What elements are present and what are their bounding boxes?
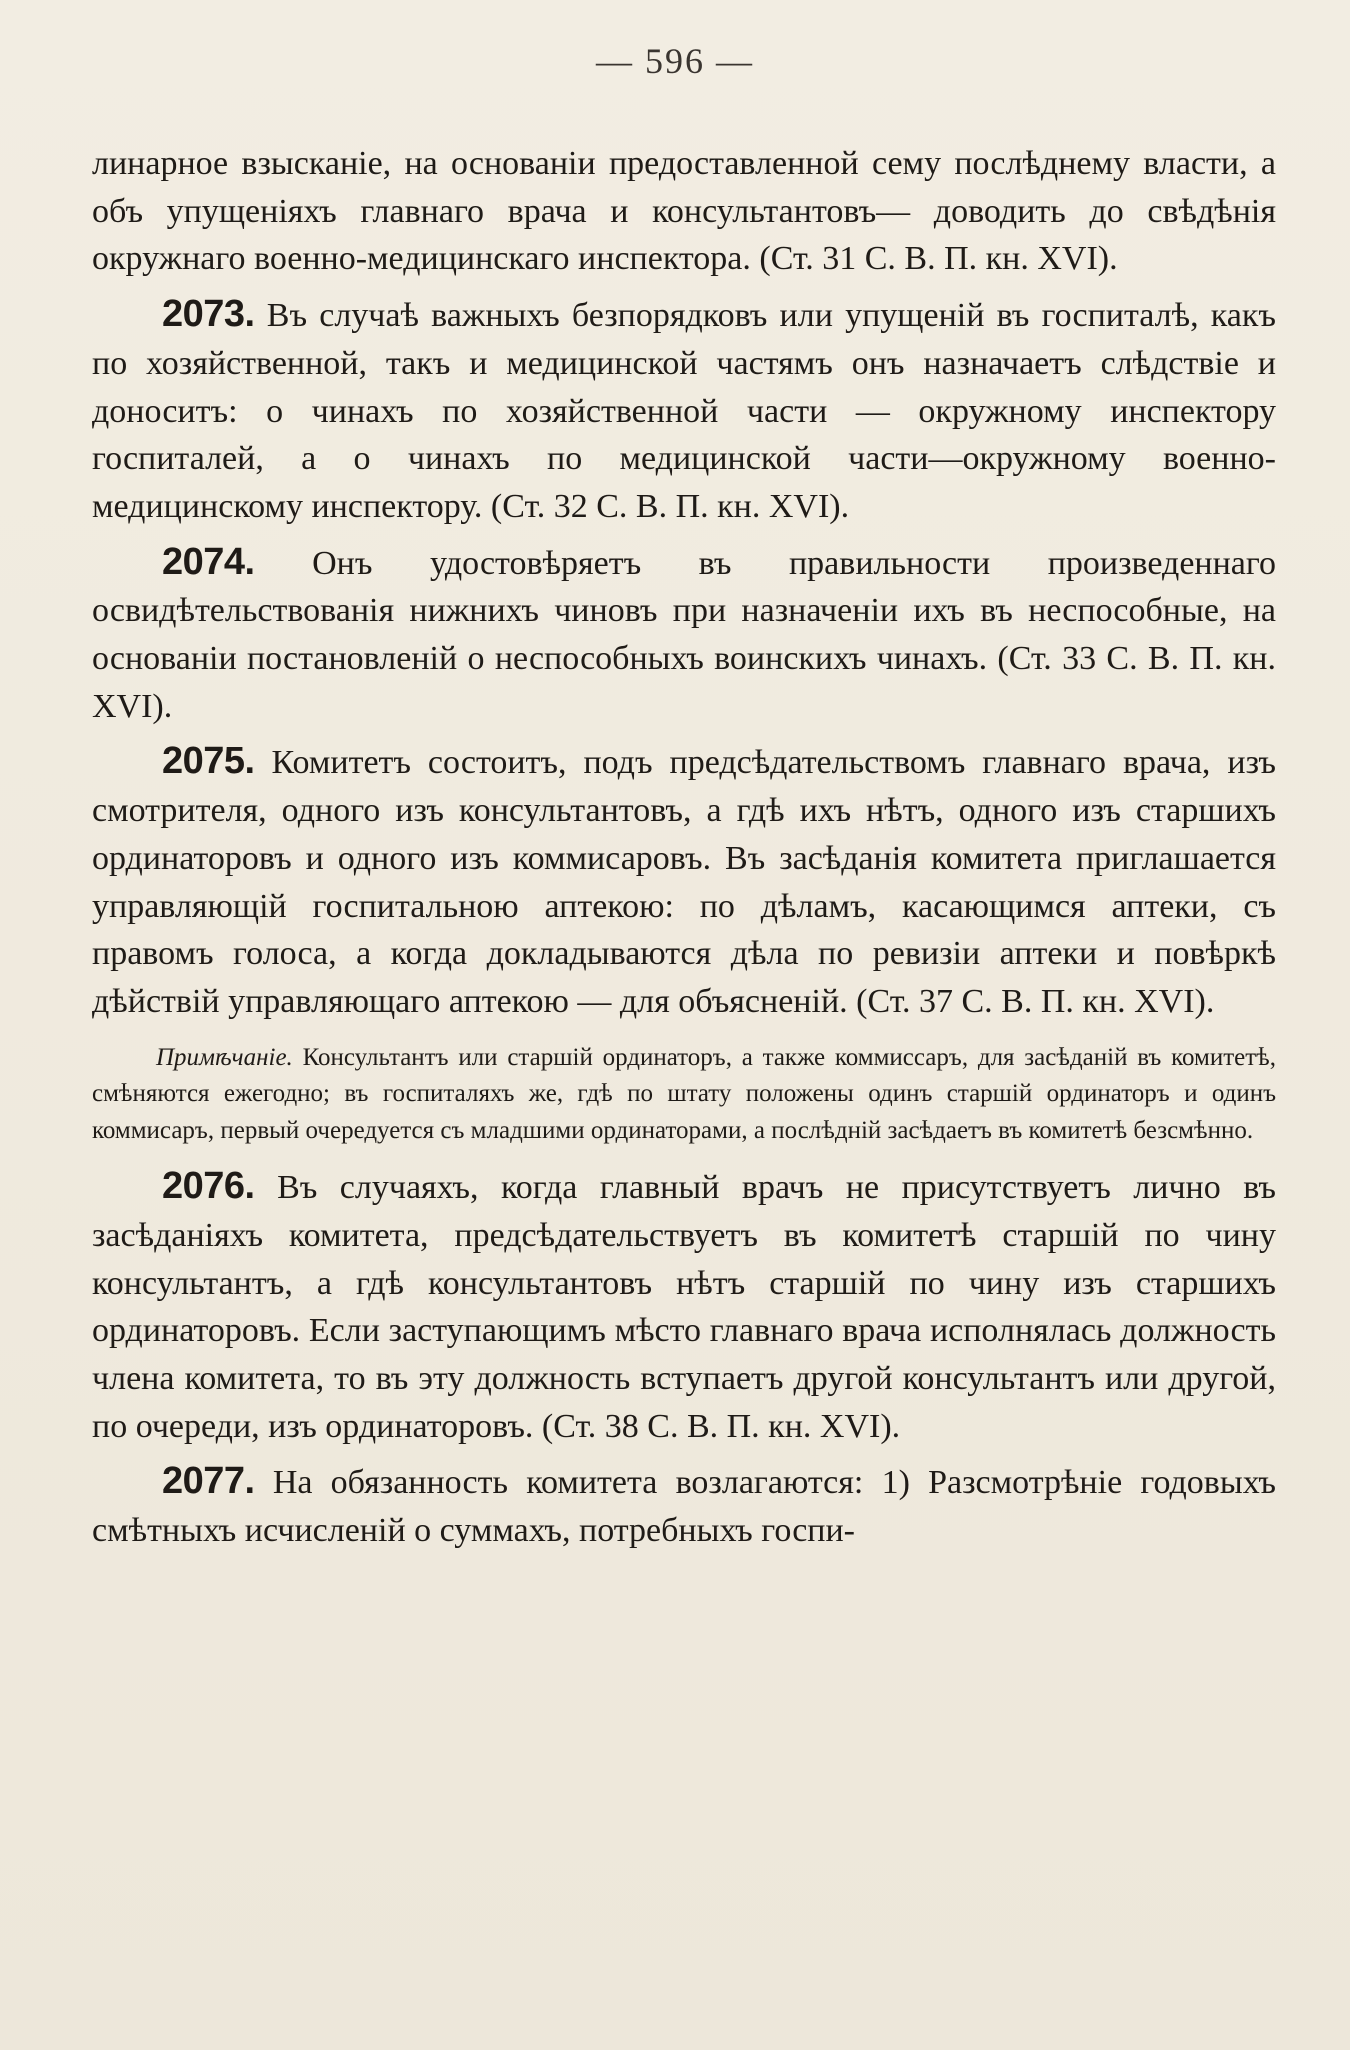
article-2076 bbox=[92, 1163, 1276, 1450]
article-text: На обязанность комитета возлагаются: 1) Разсмотрѣніе годовыхъ смѣтныхъ исчисленій о суммахъ, потребныхъ госпи- bbox=[92, 1464, 1276, 1550]
continuation-paragraph bbox=[92, 140, 1276, 283]
article-text: Въ случаяхъ, когда главный врачъ не присутствуетъ лично въ засѣданіяхъ комитета, предсѣдательствуетъ въ комитетѣ старшій по чину консультантъ, а гдѣ консультантовъ нѣтъ старшій по чину изъ старшихъ ординаторовъ. Если заступающимъ мѣсто главнаго врача исполнялась должность члена комитета, то въ эту должность вступаетъ другой консультантъ или другой, по очереди, изъ ординаторовъ. (Ст. 38 С. В. П. кн. XVI). bbox=[92, 1169, 1276, 1445]
paragraph-text: линарное взысканіе, на основаніи предоставленной сему послѣднему власти, а объ упущеніяхъ главнаго врача и консультантовъ— доводить до свѣдѣнія окружнаго военно-медицинскаго инспектора. (Ст. 31 С. В. П. кн. XVI). bbox=[92, 145, 1276, 278]
article-text: Комитетъ состоитъ, подъ предсѣдательствомъ главнаго врача, изъ смотрителя, одного изъ консультантовъ, а гдѣ ихъ нѣтъ, одного изъ старшихъ ординаторовъ и одного изъ коммисаровъ. Въ засѣданія комитета приглашается управляющій госпитальною аптекою: по дѣламъ, касающимся аптеки, съ правомъ голоса, а когда докладываются дѣла по ревизіи аптеки и повѣркѣ дѣйствій управляющаго аптекою — для объясненій. (Ст. 37 С. В. П. кн. XVI). bbox=[92, 744, 1276, 1020]
article-number: 2077. bbox=[162, 1460, 255, 1503]
article-number: 2074. bbox=[162, 540, 255, 583]
footnote-remark bbox=[92, 1040, 1276, 1150]
note-label: Примѣчаніе. bbox=[156, 1043, 293, 1071]
page-number: — 596 — bbox=[596, 41, 754, 81]
article-number: 2076. bbox=[162, 1165, 255, 1208]
article-2075 bbox=[92, 738, 1276, 1025]
article-number: 2075. bbox=[162, 740, 255, 783]
article-text: Онъ удостовѣряетъ въ правильности произведеннаго освидѣтельствованія нижнихъ чиновъ при назначеніи ихъ въ неспособные, на основаніи постановленій о неспособныхъ воинскихъ чинахъ. (Ст. 33 С. В. П. кн. XVI). bbox=[92, 544, 1276, 725]
document-body bbox=[92, 140, 1276, 1555]
article-2073 bbox=[92, 291, 1276, 531]
note-text: Консультантъ или старшій ординаторъ, а также коммиссаръ, для засѣданій въ комитетѣ, смѣняются ежегодно; въ госпиталяхъ же, гдѣ по штату положены одинъ старшій ординаторъ и одинъ коммисаръ, первый очередуется съ младшими ординаторами, а послѣдній засѣдаетъ въ комитетѣ безсмѣнно. bbox=[92, 1043, 1276, 1144]
article-text: Въ случаѣ важныхъ безпорядковъ или упущеній въ госпиталѣ, какъ по хозяйственной, такъ и медицинской частямъ онъ назначаетъ слѣдствіе и доноситъ: о чинахъ по хозяйственной части — окружному инспектору госпиталей, а о чинахъ по медицинской части—окружному военно-медицинскому инспектору. (Ст. 32 С. В. П. кн. XVI). bbox=[92, 297, 1276, 525]
article-2077 bbox=[92, 1458, 1276, 1554]
article-number: 2073. bbox=[162, 293, 255, 336]
article-2074 bbox=[92, 539, 1276, 731]
